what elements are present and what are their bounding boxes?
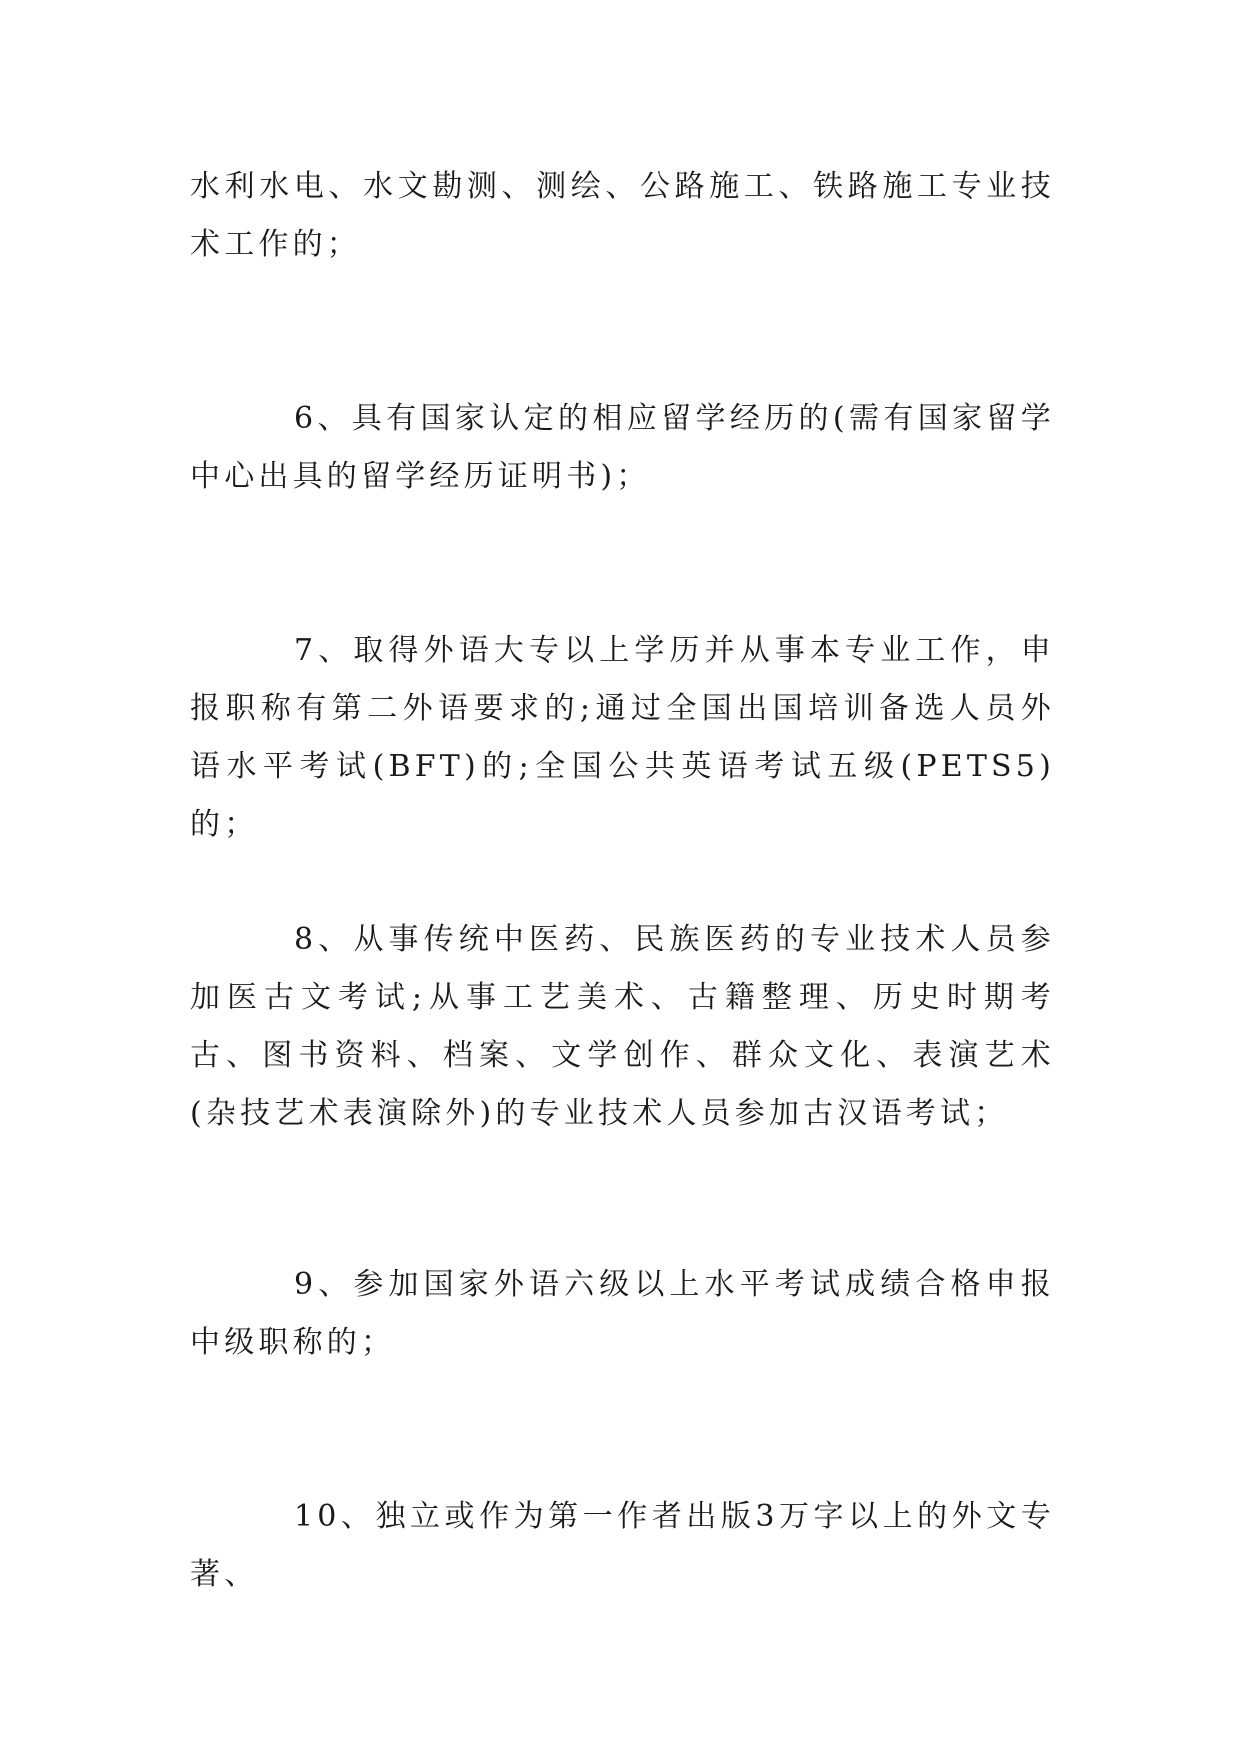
- paragraph-item-6: 6、具有国家认定的相应留学经历的(需有国家留学中心出具的留学经历证明书)；: [190, 401, 1055, 494]
- paragraph-continuation: 水利水电、水文勘测、测绘、公路施工、铁路施工专业技术工作的；: [190, 169, 1055, 262]
- paragraph-item-7: 7、取得外语大专以上学历并从事本专业工作，申报职称有第二外语要求的;通过全国出国培训备选人员外语水平考试(BFT)的;全国公共英语考试五级(PETS5)的；: [190, 633, 1055, 842]
- paragraph-item-9: 9、参加国家外语六级以上水平考试成绩合格申报中级职称的；: [190, 1267, 1055, 1360]
- paragraph-item-8: 8、从事传统中医药、民族医药的专业技术人员参加医古文考试;从事工艺美术、古籍整理、历史时期考古、图书资料、档案、文学创作、群众文化、表演艺术(杂技艺术表演除外)的专业技术人员参加古汉语考试；: [190, 922, 1055, 1131]
- paragraph-item-10: 10、独立或作为第一作者出版3万字以上的外文专著、: [190, 1499, 1055, 1592]
